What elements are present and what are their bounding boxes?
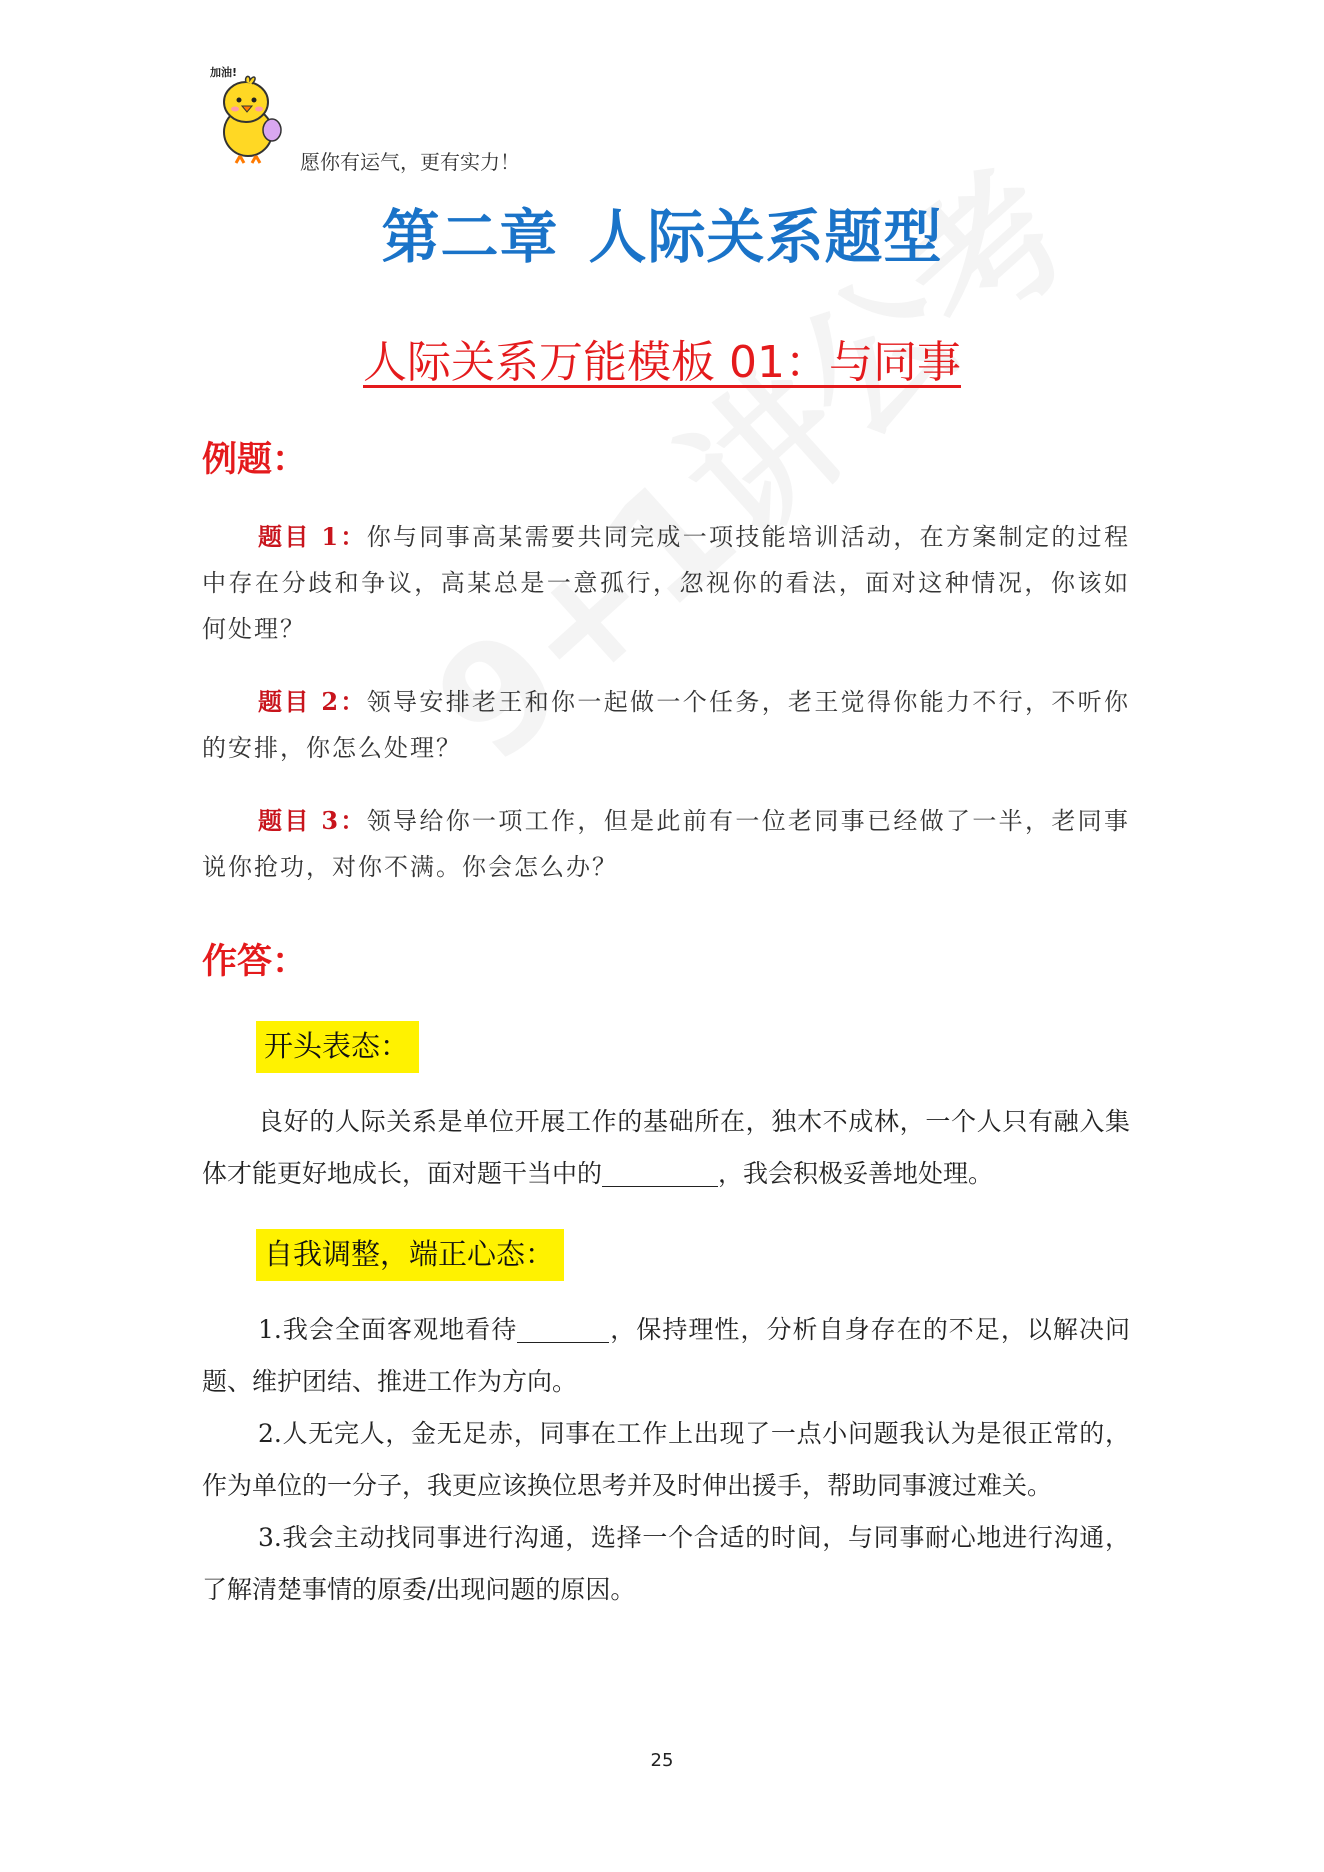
question-3: [202, 798, 1130, 890]
adjust-blank: [517, 1314, 609, 1343]
mascot-chick-icon: [206, 62, 292, 164]
question-2-label: 题目 2：: [258, 687, 367, 716]
opening-label-box: [256, 1024, 419, 1065]
examples-heading: 例题：: [202, 440, 308, 480]
section-title: 人际关系万能模板 01：与同事: [363, 337, 961, 388]
opening-text-before: 良好的人际关系是单位开展工作的基础所在，独木不成林，一个人只有融入集体才能更好地成长，面对题干当中的: [202, 1107, 1130, 1188]
adjust-paragraph-3: 3.我会主动找同事进行沟通，选择一个合适的时间，与同事耐心地进行沟通，了解清楚事情的原委/出现问题的原因。: [202, 1523, 1130, 1604]
opening-label: 开头表态：: [256, 1021, 419, 1073]
adjust-label-box: [256, 1232, 564, 1273]
page-number: 25: [650, 1750, 674, 1771]
opening-text-after: ，我会积极妥善地处理。: [718, 1159, 994, 1188]
question-1-text: 你与同事高某需要共同完成一项技能培训活动，在方案制定的过程中存在分歧和争议，高某总是一意孤行，忽视你的看法，面对这种情况，你该如何处理？: [202, 523, 1130, 643]
chapter-number: 第二章: [381, 203, 559, 271]
mascot-badge: 加油!: [210, 66, 238, 79]
question-1: [202, 514, 1130, 652]
opening-blank: [602, 1158, 718, 1187]
adjust-paragraph-1: [202, 1304, 1130, 1408]
question-2-text: 领导安排老王和你一起做一个任务，老王觉得你能力不行，不听你的安排，你怎么处理？: [202, 688, 1130, 762]
header-motto: 愿你有运气，更有实力！: [300, 150, 520, 174]
adjust-p1-after: ，保持理性，分析自身存在的不足，以解决问题、维护团结、推进工作为方向。: [202, 1315, 1130, 1396]
adjust-label: 自我调整，端正心态：: [256, 1229, 564, 1281]
chapter-name: 人际关系题型: [588, 203, 943, 271]
opening-paragraph: [202, 1096, 1130, 1200]
question-2: [202, 679, 1130, 771]
adjust-paragraph-2: 2.人无完人，金无足赤，同事在工作上出现了一点小问题我认为是很正常的，作为单位的一分子，我更应该换位思考并及时伸出援手，帮助同事渡过难关。: [202, 1419, 1130, 1500]
adjust-p1-before: 1.我会全面客观地看待: [258, 1315, 518, 1344]
answer-heading: 作答：: [202, 942, 308, 982]
question-3-label: 题目 3：: [258, 806, 367, 835]
question-1-label: 题目 1：: [258, 522, 367, 551]
question-3-text: 领导给你一项工作，但是此前有一位老同事已经做了一半，老同事说你抢功，对你不满。你会怎么办？: [202, 807, 1130, 881]
chapter-title: [0, 190, 1324, 274]
